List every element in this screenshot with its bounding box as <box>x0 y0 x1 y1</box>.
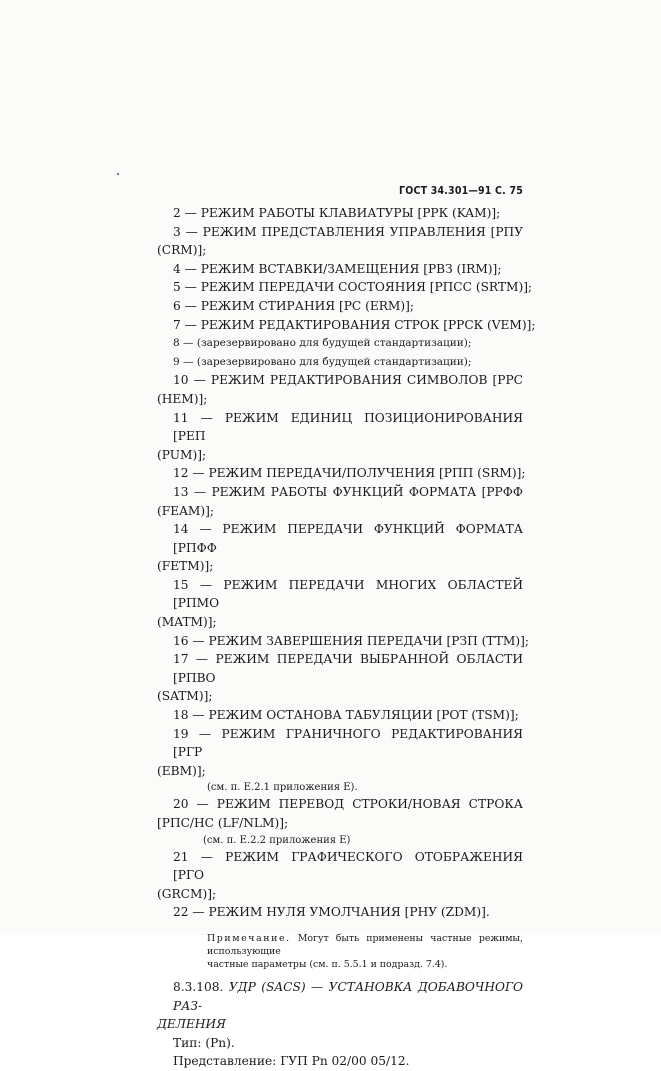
list-item <box>157 353 523 372</box>
list-item <box>157 297 523 316</box>
list-item-line: 9 — (зарезервировано для будущей стандартизации); <box>173 355 472 368</box>
list-item-reference: (см. п. Е.2.1 приложения Е). <box>207 782 358 794</box>
list-item <box>157 371 523 408</box>
footnote-text-line-1: Могут быть применены частные режимы, использующие <box>207 932 523 957</box>
list-item-line: (PUM)]; <box>157 447 207 462</box>
scan-speck <box>117 173 119 175</box>
list-item-line: 21 — РЕЖИМ ГРАФИЧЕСКОГО ОТОБРАЖЕНИЯ [РГО <box>173 849 523 883</box>
list-item <box>157 576 523 632</box>
list-item-line: 8 — (зарезервировано для будущей стандартизации); <box>173 337 472 350</box>
list-item <box>157 795 523 847</box>
list-item-line: (FETM)]; <box>157 559 214 574</box>
list-item <box>157 725 523 796</box>
list-item <box>157 848 523 904</box>
list-item <box>157 316 536 335</box>
list-item-line: 20 — РЕЖИМ ПЕРЕВОД СТРОКИ/НОВАЯ СТРОКА <box>173 797 523 812</box>
list-item-line: 12 — РЕЖИМ ПЕРЕДАЧИ/ПОЛУЧЕНИЯ [РПП (SRM)]; <box>173 466 526 481</box>
list-item-line: 18 — РЕЖИМ ОСТАНОВА ТАБУЛЯЦИИ [РОТ (TSM)]; <box>173 708 519 723</box>
list-item <box>157 223 523 260</box>
list-item <box>157 464 526 483</box>
list-item-line: 3 — РЕЖИМ ПРЕДСТАВЛЕНИЯ УПРАВЛЕНИЯ [РПУ <box>173 224 523 239</box>
list-item-line: 14 — РЕЖИМ ПЕРЕДАЧИ ФУНКЦИЙ ФОРМАТА [РПФФ <box>173 522 523 555</box>
list-item-line: (CRM)]; <box>157 243 207 258</box>
list-item-line: 10 — РЕЖИМ РЕДАКТИРОВАНИЯ СИМВОЛОВ [РРС <box>173 373 523 388</box>
list-item-line: 15 — РЕЖИМ ПЕРЕДАЧИ МНОГИХ ОБЛАСТЕЙ [РПМО <box>173 577 523 611</box>
list-item-line: [РПС/НС (LF/NLM)]; <box>157 816 289 830</box>
list-item-line: (SATM)]; <box>157 689 213 704</box>
list-item <box>157 483 523 520</box>
section-type: Тип: (Pn). <box>173 1035 235 1050</box>
running-head: ГОСТ 34.301—91 С. 75 <box>399 185 523 197</box>
section-8-3-108 <box>157 978 523 1071</box>
list-item <box>157 260 523 279</box>
list-item <box>157 334 523 353</box>
list-item <box>157 278 533 297</box>
footnote-label: Примечание. <box>207 932 291 944</box>
list-item <box>157 632 529 651</box>
list-item-line: (GRCM)]; <box>157 886 217 901</box>
list-item-line: 22 — РЕЖИМ НУЛЯ УМОЛЧАНИЯ [РНУ (ZDM)]. <box>173 905 490 920</box>
section-title-line-2: ДЕЛЕНИЯ <box>157 1017 226 1032</box>
list-item <box>157 903 523 922</box>
list-item-line: (HEM)]; <box>157 391 208 406</box>
list-item <box>157 706 523 725</box>
list-item-line: 13 — РЕЖИМ РАБОТЫ ФУНКЦИЙ ФОРМАТА [РРФФ <box>173 484 523 499</box>
list-item <box>157 204 523 223</box>
list-item-line: 17 — РЕЖИМ ПЕРЕДАЧИ ВЫБРАННОЙ ОБЛАСТИ [РПВО <box>173 652 523 685</box>
list-item-line: 19 — РЕЖИМ ГРАНИЧНОГО РЕДАКТИРОВАНИЯ [РГР <box>173 726 523 760</box>
list-item-line: 11 — РЕЖИМ ЕДИНИЦ ПОЗИЦИОНИРОВАНИЯ [РЕП <box>173 410 523 444</box>
list-item-line: (EBM)]; <box>157 763 206 778</box>
list-item-line: 2 — РЕЖИМ РАБОТЫ КЛАВИАТУРЫ [РРК (KAM)]; <box>173 206 501 220</box>
page-content <box>157 204 536 1071</box>
mode-list <box>157 204 536 922</box>
list-item-reference: (см. п. Е.2.2 приложения Е) <box>203 834 351 846</box>
list-item-line: 16 — РЕЖИМ ЗАВЕРШЕНИЯ ПЕРЕДАЧИ [РЗП (TTM)]; <box>173 633 529 648</box>
list-item-line: 7 — РЕЖИМ РЕДАКТИРОВАНИЯ СТРОК [РРСК (VEM)]; <box>173 317 536 332</box>
list-item-line: 5 — РЕЖИМ ПЕРЕДАЧИ СОСТОЯНИЯ [РПСС (SRTM)]; <box>173 280 533 295</box>
section-representation: Представление: ГУП Pn 02/00 05/12. <box>173 1054 410 1069</box>
list-item <box>157 520 523 576</box>
list-item-line: (MATM)]; <box>157 615 217 630</box>
list-item-line: (FEAM)]; <box>157 503 215 518</box>
list-item <box>157 650 523 706</box>
list-item <box>157 409 523 465</box>
section-number: 8.3.108. <box>173 979 224 994</box>
footnote-text-line-2: частные параметры (см. п. 5.5.1 и подразд. 7.4). <box>207 958 448 970</box>
list-item-line: 6 — РЕЖИМ СТИРАНИЯ [РС (ERM)]; <box>173 298 415 313</box>
list-item-line: 4 — РЕЖИМ ВСТАВКИ/ЗАМЕЩЕНИЯ [РВЗ (IRM)]; <box>173 261 502 276</box>
footnote <box>157 932 523 971</box>
section-title-line-1: УДР (SACS) — УСТАНОВКА ДОБАВОЧНОГО РАЗ- <box>173 979 523 1013</box>
